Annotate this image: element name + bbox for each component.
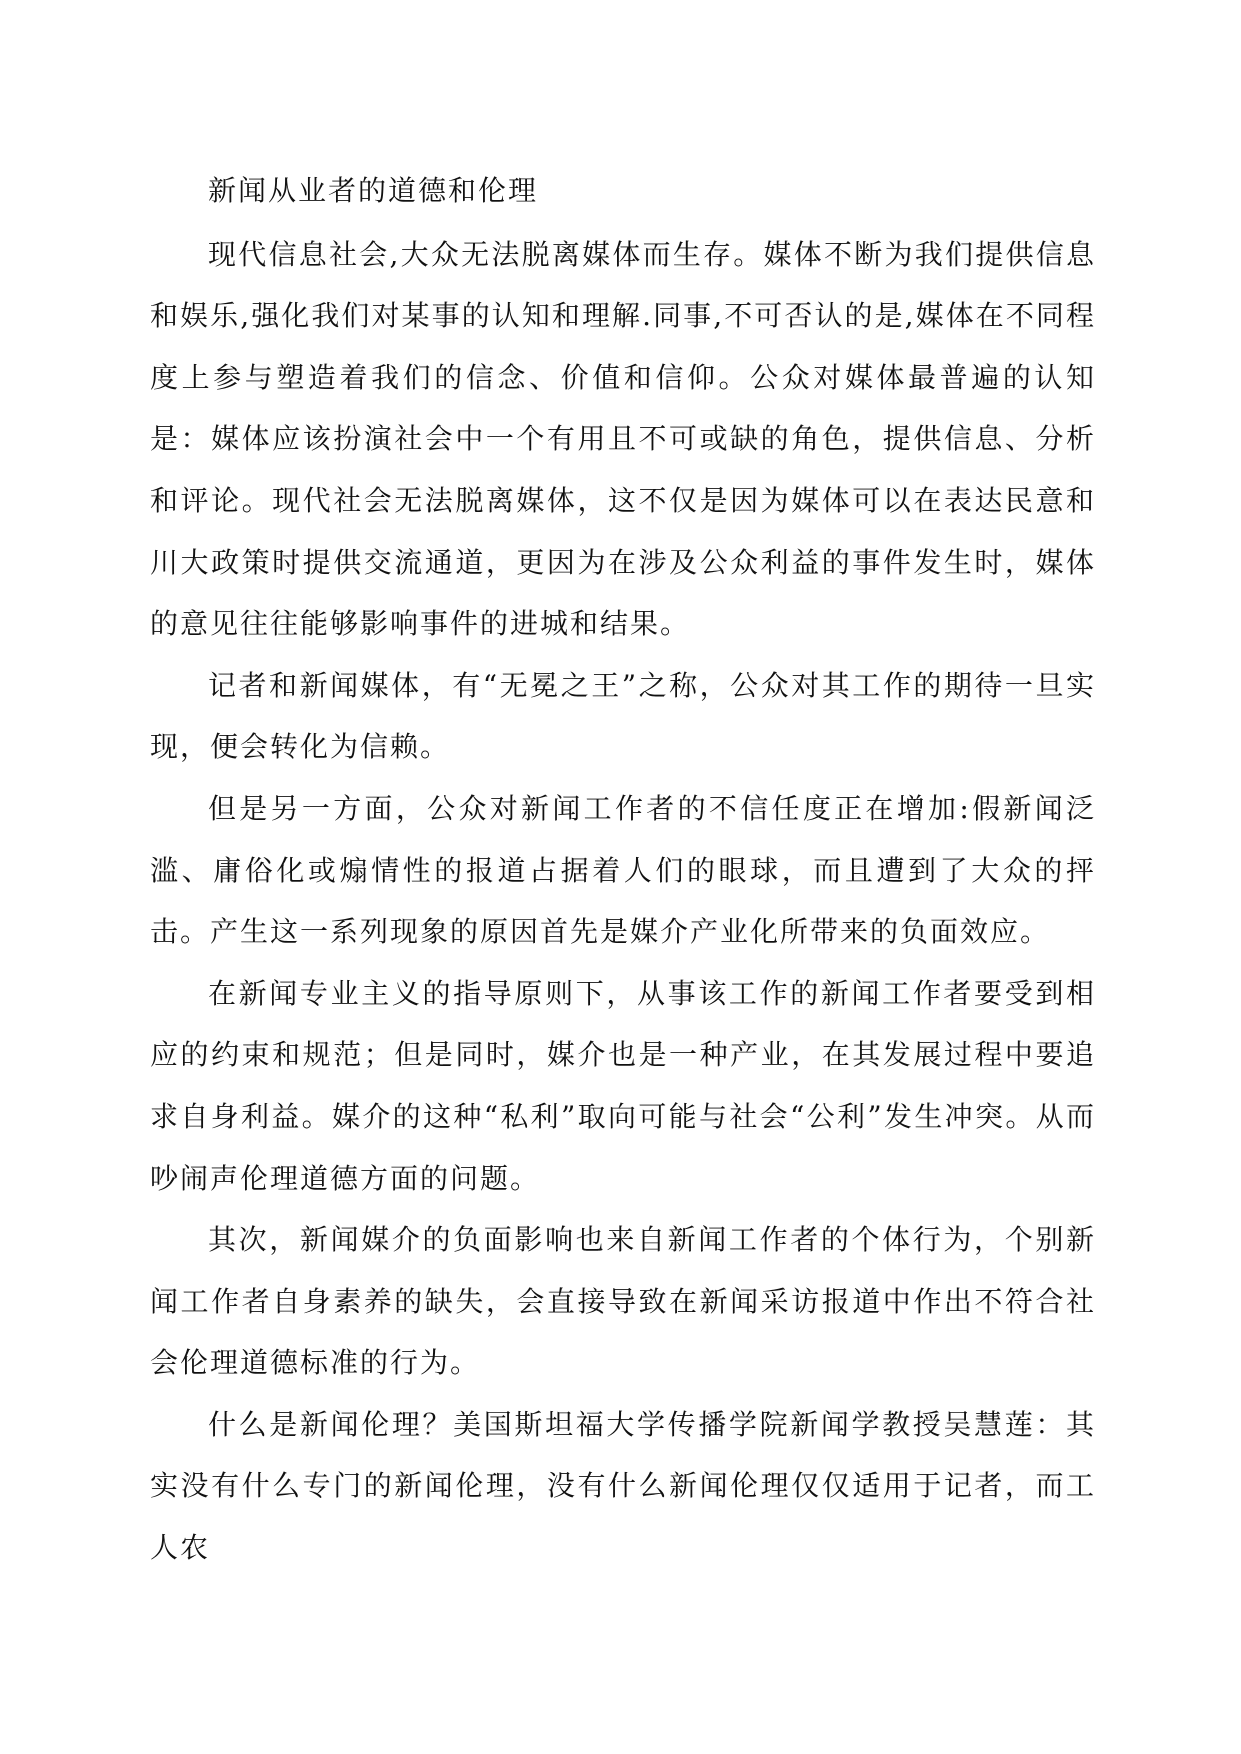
paragraph-3: 但是另一方面，公众对新闻工作者的不信任度正在增加:假新闻泛滥、庸俗化或煽情性的报道占据着人们的眼球，而且遭到了大众的抨击。产生这一系列现象的原因首先是媒介产业化所带来的负面效应。 — [150, 791, 1096, 949]
paragraph-1: 现代信息社会,大众无法脱离媒体而生存。媒体不断为我们提供信息和娱乐,强化我们对某事的认知和理解.同事,不可否认的是,媒体在不同程度上参与塑造着我们的信念、价值和信仰。公众对媒体最普遍的认知是：媒体应该扮演社会中一个有用且不可或缺的角色，提供信息、分析和评论。现代社会无法脱离媒体，这不仅是因为媒体可以在表达民意和川大政策时提供交流通道，更因为在涉及公众利益的事件发生时，媒体的意见往往能够影响事件的进城和结果。 — [150, 237, 1096, 641]
paragraph-5: 其次，新闻媒介的负面影响也来自新闻工作者的个体行为，个别新闻工作者自身素养的缺失，会直接导致在新闻采访报道中作出不符合社会伦理道德标准的行为。 — [150, 1223, 1096, 1380]
paragraph-6: 什么是新闻伦理？美国斯坦福大学传播学院新闻学教授吴慧莲：其实没有什么专门的新闻伦理，没有什么新闻伦理仅仅适用于记者，而工人农 — [150, 1407, 1096, 1565]
paragraph-2: 记者和新闻媒体，有“无冕之王”之称，公众对其工作的期待一旦实现，便会转化为信赖。 — [150, 668, 1096, 764]
paragraph-4: 在新闻专业主义的指导原则下，从事该工作的新闻工作者要受到相应的约束和规范；但是同时，媒介也是一种产业，在其发展过程中要追求自身利益。媒介的这种“私利”取向可能与社会“公利”发生冲突。从而吵闹声伦理道德方面的问题。 — [150, 976, 1096, 1195]
document-title: 新闻从业者的道德和伦理 — [208, 174, 539, 207]
document-body — [150, 160, 1096, 1579]
